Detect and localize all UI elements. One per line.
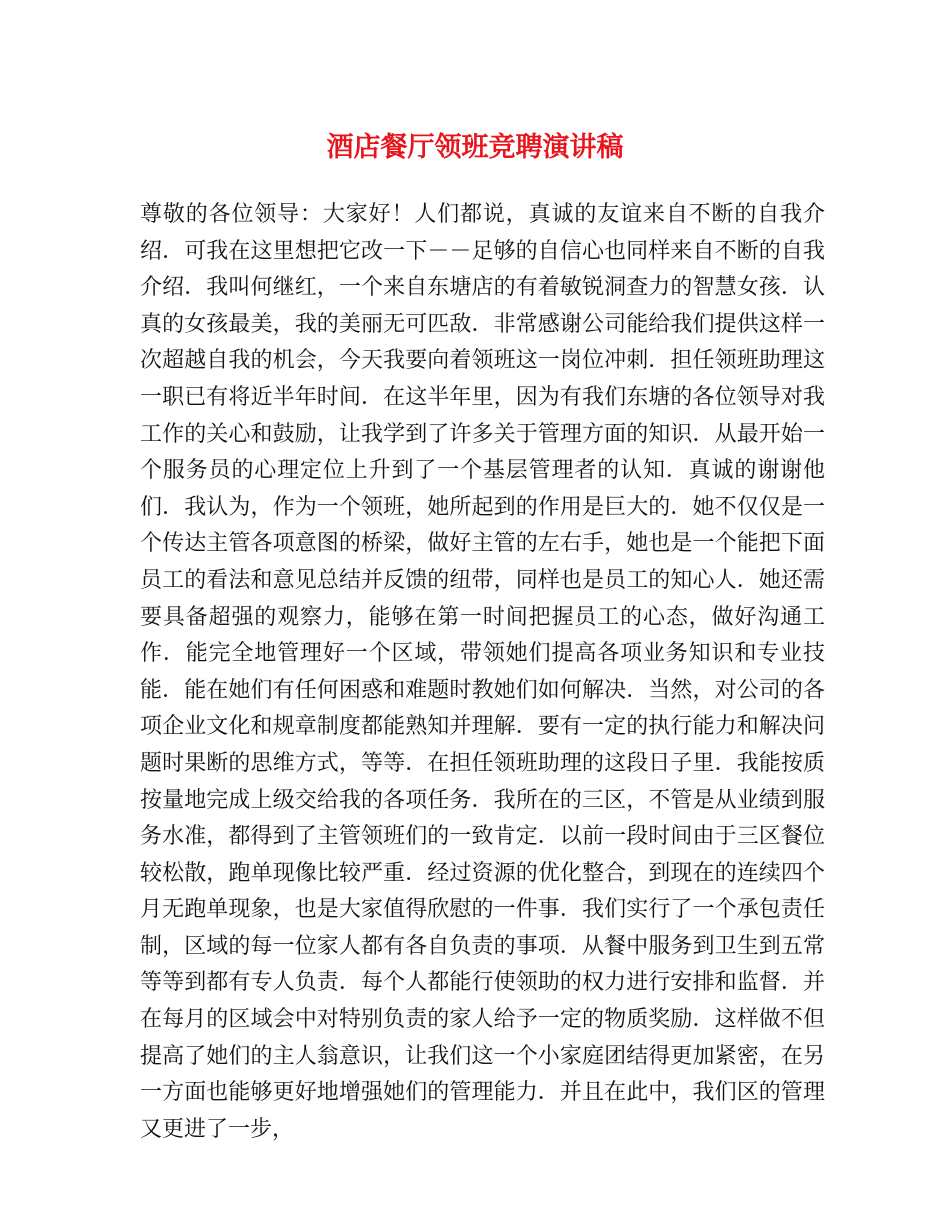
document-title: 酒店餐厅领班竞聘演讲稿 [326, 132, 624, 163]
document-body: 尊敬的各位领导：大家好！人们都说，真诚的友谊来自不断的自我介绍．可我在这里想把它改一下－－足够的自信心也同样来自不断的自我介绍．我叫何继红，一个来自东塘店的有着敏锐洞查力的智慧女孩．认真的女孩最美，我的美丽无可匹敌．非常感谢公司能给我们提供这样一次超越自我的机会，今天我要向着领班这一岗位冲刺．担任领班助理这一职已有将近半年时间．在这半年里，因为有我们东塘的各位领导对我工作的关心和鼓励，让我学到了许多关于管理方面的知识．从最开始一个服务员的心理定位上升到了一个基层管理者的认知．真诚的谢谢他们．我认为，作为一个领班，她所起到的作用是巨大的．她不仅仅是一个传达主管各项意图的桥梁，做好主管的左右手，她也是一个能把下面员工的看法和意见总结并反馈的纽带，同样也是员工的知心人．她还需要具备超强的观察力，能够在第一时间把握员工的心态，做好沟通工作．能完全地管理好一个区域，带领她们提高各项业务知识和专业技能．能在她们有任何困惑和难题时教她们如何解决．当然，对公司的各项企业文化和规章制度都能熟知并理解．要有一定的执行能力和解决问题时果断的思维方式，等等．在担任领班助理的这段日子里．我能按质按量地完成上级交给我的各项任务．我所在的三区，不管是从业绩到服务水准，都得到了主管领班们的一致肯定．以前一段时间由于三区餐位较松散，跑单现像比较严重．经过资源的优化整合，到现在的连续四个月无跑单现象，也是大家值得欣慰的一件事．我们实行了一个承包责任制，区域的每一位家人都有各自负责的事项．从餐中服务到卫生到五常等等到都有专人负责．每个人都能行使领助的权力进行安排和监督．并在每月的区域会中对特别负责的家人给予一定的物质奖励．这样做不但提高了她们的主人翁意识，让我们这一个小家庭团结得更加紧密，在另一方面也能够更好地增强她们的管理能力．并且在此中，我们区的管理又更进了一步， [140, 202, 825, 1142]
